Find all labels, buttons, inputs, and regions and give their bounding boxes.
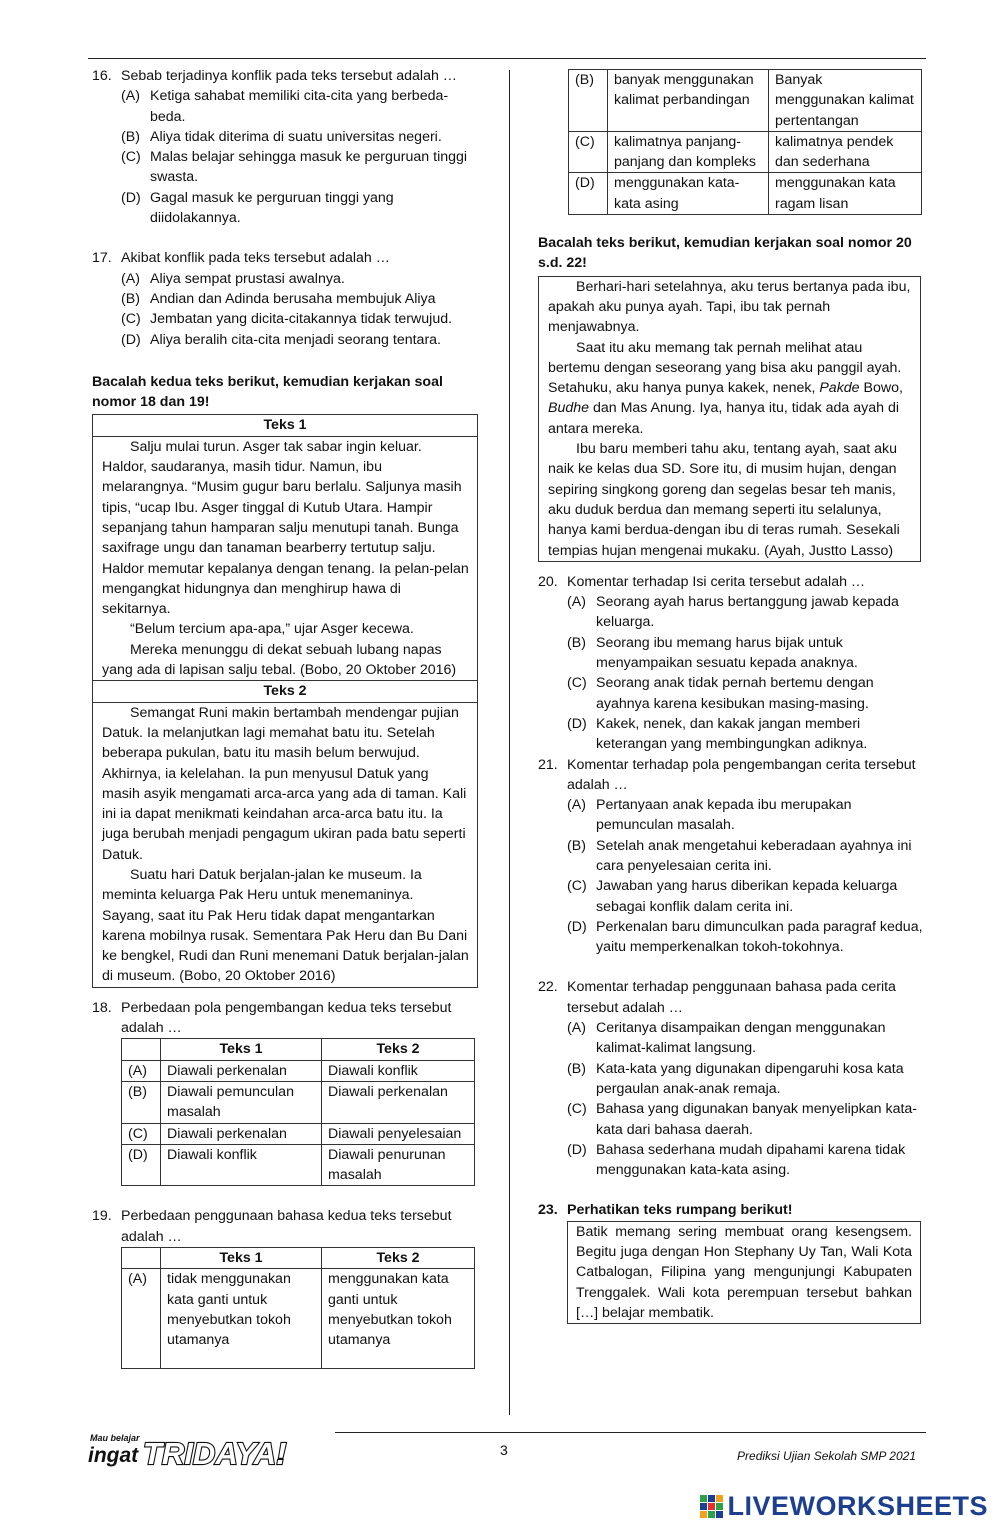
header-rule [88,58,926,59]
option-d[interactable]: (D) Gagal masuk ke perguruan tinggi yang diidolakannya. [121,189,394,227]
svg-text:TRIDAYA!: TRIDAYA! [143,1436,287,1471]
question-text: Komentar terhadap Isi cerita tersebut adalah … [567,573,866,590]
option-a[interactable]: (A) Ketiga sahabat memiliki cita-cita yang berbeda-beda. [121,88,449,125]
teks-1-title: Teks 1 [93,415,477,436]
cloze-text-box: Batik memang sering membuat orang kesengsem. Begitu juga dengan Hon Stephany Uy Tan, Wali Kota Catbalogan, Filipina yang mengunjungi Kabupaten Trenggalek. Wali kota perempuan tersebut bahkan […] belajar membatik. [567,1221,921,1324]
footer-title: Prediksi Ujian Sekolah SMP 2021 [737,1449,916,1463]
option-c[interactable]: (C) Seorang anak tidak pernah bertemu dengan ayahnya karena kesibukan masing-masing. [567,675,874,712]
option-b[interactable]: (B) Diawali pemunculan masalah Diawali perkenalan [122,1081,475,1123]
question-22: 22. Komentar terhadap penggunaan bahasa pada cerita tersebut adalah … (A) Ceritanya disampaikan dengan menggunakan kalimat-kalimat langsung. (B) Kata-kata yang digunakan dipengaruhi kosa kata pergaulan anak-anak remaja. (C) Bahasa yang digunakan banyak menyelipkan kata-kata dari bahasa daerah. (D) Bahasa sederhana mudah dipahami karena tidak menggunakan kata-kata asing. [538,977,928,1180]
liveworksheets-icon [700,1495,723,1518]
option-d[interactable]: (D) menggunakan kata-kata asing menggunakan kata ragam lisan [569,173,922,215]
question-18: 18. Perbedaan pola pengembangan kedua teks tersebut adalah … Teks 1 Teks 2 (A) Diawali perkenalan Diawali konflik (B) Diawali pemunculan masalah Diawali perkenalan (C) Diawali perkenalan Diawali penyelesaian (D) Diawali konflik Diawali penurunan masalah [92,998,478,1187]
question-20: 20. Komentar terhadap Isi cerita tersebut adalah … (A) Seorang ayah harus bertanggung jawab kepada keluarga. (B) Seorang ibu memang harus bijak untuk menyampaikan sesuatu kepada anaknya. (C) Seorang anak tidak pernah bertemu dengan ayahnya karena kesibukan masing-masing. (D) Kakek, nenek, dan kakak jangan memberi keterangan yang membingungkan adiknya. [538,572,928,755]
option-d[interactable]: (D) Kakek, nenek, dan kakak jangan memberi keterangan yang membingungkan adiknya. [567,715,868,753]
footer-rule [335,1432,926,1433]
question-21: 21. Komentar terhadap pola pengembangan cerita tersebut adalah … (A) Pertanyaan anak kepada ibu merupakan pemunculan masalah. (B) Setelah anak mengetahui keberadaan ayahnya ini cara penyelesaian cerita ini. (C) Jawaban yang harus diberikan kepada keluarga sebagai konflik dalam cerita ini. (D) Perkenalan baru dimunculkan pada paragraf kedua, yaitu memperkenalkan tokoh-tokohnya. [538,755,928,958]
option-c[interactable]: (C) Malas belajar sehingga masuk ke perguruan tinggi swasta. [121,149,468,186]
reading-box [92,414,478,987]
tridaya-logo-art [88,1428,338,1472]
instruction-18-19: Bacalah kedua teks berikut, kemudian kerjakan soal nomor 18 dan 19! [92,373,443,411]
column-divider [509,70,510,1415]
question-17: 17. Akibat konflik pada teks tersebut adalah … (A) Aliya sempat prustasi awalnya. (B) Andian dan Adinda berusaha membujuk Aliya (C) Jembatan yang dicita-citakannya tidak terwujud. (D) Aliya beralih cita-cita menjadi seorang tentara. [92,248,478,349]
option-c[interactable]: (C) Bahasa yang digunakan banyak menyelipkan kata-kata dari bahasa daerah. [567,1101,918,1138]
option-a[interactable]: (A) Diawali perkenalan Diawali konflik [122,1060,475,1081]
option-c[interactable]: (C) Jawaban yang harus diberikan kepada keluarga sebagai konflik dalam cerita ini. [567,878,898,915]
option-b[interactable]: (B) Kata-kata yang digunakan dipengaruhi kosa kata pergaulan anak-anak remaja. [567,1060,904,1097]
answer-table-18: Teks 1 Teks 2 (A) Diawali perkenalan Diawali konflik (B) Diawali pemunculan masalah Diawali perkenalan (C) Diawali perkenalan Diawali penyelesaian (D) Diawali konflik Diawali penurunan masalah [121,1038,475,1186]
story-ayah-box: Berhari-hari setelahnya, aku terus bertanya pada ibu, apakah aku punya ayah. Tapi, ibu tak pernah menjawabnya. Saat itu aku memang tak pernah melihat atau bertemu dengan seseorang yang bisa aku panggil ayah. Setahuku, aku hanya punya kakek, nenek, Pakde Bowo, Budhe dan Mas Anung. Iya, hanya itu, tidak ada ayah di antara mereka. Ibu baru memberi tahu aku, tentang ayah, saat aku naik ke kelas dua SD. Sore itu, di musim hujan, dengan sepiring singkong goreng dan segelas besar teh manis, aku duduk berdua dan memang seperti itu selalunya, hanya kami berdua-dengan ibu di teras rumah. Sesekali tempias hujan mengenai mukaku. (Ayah, Justto Lasso) [538,276,921,562]
right-column [538,66,928,1324]
svg-text:ingat: ingat [88,1444,139,1467]
liveworksheets-text: LIVEWORKSHEETS [727,1491,988,1522]
option-b[interactable]: (B) Andian dan Adinda berusaha membujuk Aliya [121,290,436,307]
teks-2-body: Semangat Runi makin bertambah mendengar pujian Datuk. Ia melanjutkan lagi memahat batu itu. Setelah beberapa pukulan, batu itu masih belum berwujud. Akhirnya, ia kelelahan. Ia pun menyusul Datuk yang masih asyik mengamati arca-arca yang ada di taman. Kali ini ia dapat menikmati keindahan arca-arca batu itu. Ia juga berubah menjadi pengagum ukiran pada batu seperti Datuk. Suatu hari Datuk berjalan-jalan ke museum. Ia meminta keluarga Pak Heru untuk menemaninya. Sayang, saat itu Pak Heru tidak dapat mengantarkan karena mobilnya rusak. Sementara Pak Heru dan Bu Dani ke bengkel, Rudi dan Runi menemani Datuk berjalan-jalan di museum. (Bobo, 20 Oktober 2016) [102,704,469,985]
option-a[interactable]: (A) Aliya sempat prustasi awalnya. [121,270,345,287]
tridaya-logo [88,1428,338,1478]
option-a[interactable]: (A) Pertanyaan anak kepada ibu merupakan pemunculan masalah. [567,797,852,834]
option-b[interactable]: (B) banyak menggunakan kalimat perbandingan Banyak menggunakan kalimat pertentangan [569,70,922,132]
option-d[interactable]: (D) Bahasa sederhana mudah dipahami karena tidak menggunakan kata-kata asing. [567,1141,906,1179]
question-text: Perbedaan penggunaan bahasa kedua teks tersebut adalah … [121,1208,452,1245]
option-a[interactable]: (A) Ceritanya disampaikan dengan menggunakan kalimat-kalimat langsung. [567,1020,886,1057]
option-c[interactable]: (C) kalimatnya panjang-panjang dan kompleks kalimatnya pendek dan sederhana [569,131,922,173]
instruction-20-22: Bacalah teks berikut, kemudian kerjakan soal nomor 20 s.d. 22! [538,235,912,272]
option-a[interactable]: (A) tidak menggunakan kata ganti untuk menyebutkan tokoh utamanya menggunakan kata ganti untuk menyebutkan tokoh utamanya [122,1269,475,1369]
question-16: 16. Sebab terjadinya konflik pada teks tersebut adalah … (A) Ketiga sahabat memiliki cita-cita yang berbeda-beda. (B) Aliya tidak diterima di suatu universitas negeri. (C) Malas belajar sehingga masuk ke perguruan tinggi swasta. (D) Gagal masuk ke perguruan tinggi yang diidolakannya. [92,66,478,228]
question-text: Perhatikan teks rumpang berikut! [567,1202,793,1219]
page-number: 3 [500,1442,508,1458]
option-d[interactable]: (D) Diawali konflik Diawali penurunan masalah [122,1144,475,1186]
option-b[interactable]: (B) Seorang ibu memang harus bijak untuk menyampaikan sesuatu kepada anaknya. [567,634,858,672]
teks-2-title: Teks 2 [93,680,477,702]
answer-table-19a: Teks 1 Teks 2 (A) tidak menggunakan kata ganti untuk menyebutkan tokoh utamanya menggunakan kata ganti untuk menyebutkan tokoh utamanya [121,1247,475,1369]
liveworksheets-watermark [700,1491,988,1522]
left-column [92,66,478,1369]
question-text: Akibat konflik pada teks tersebut adalah … [121,250,390,267]
question-text: Perbedaan pola pengembangan kedua teks tersebut adalah … [121,999,452,1037]
teks-1-body: Salju mulai turun. Asger tak sabar ingin keluar. Haldor, saudaranya, masih tidur. Namun, ibu melarangnya. “Musim gugur baru berlalu. Saljunya masih tipis, “ucap Ibu. Asger tinggal di Kutub Utara. Hampir sepanjang tahun hamparan salju menutupi tanah. Bunga saxifrage ungu dan tanaman bearberry tertutup salju. Haldor memutar kepalanya dengan tenang. Ia pelan-pelan mengangkat hidungnya dan menghirup hawa di sekitarnya. “Belum tercium apa-apa,” ujar Asger kecewa. Mereka menunggu di dekat sebuah lubang napas yang ada di lapisan salju tebal. (Bobo, 20 Oktober 2016) [102,438,469,679]
question-text: Sebab terjadinya konflik pada teks tersebut adalah … [121,68,457,84]
question-23: 23. Perhatikan teks rumpang berikut! Batik memang sering membuat orang kesengsem. Begitu juga dengan Hon Stephany Uy Tan, Wali Kota Catbalogan, Filipina yang mengunjungi Kabupaten Trenggalek. Wali kota perempuan tersebut bahkan […] belajar membatik. [538,1200,928,1324]
option-a[interactable]: (A) Seorang ayah harus bertanggung jawab kepada keluarga. [567,594,899,631]
question-text: Komentar terhadap penggunaan bahasa pada cerita tersebut adalah … [567,979,896,1016]
option-b[interactable]: (B) Aliya tidak diterima di suatu universitas negeri. [121,128,442,145]
option-b[interactable]: (B) Setelah anak mengetahui keberadaan ayahnya ini cara penyelesaian cerita ini. [567,837,912,874]
answer-table-19b [568,69,922,215]
option-c[interactable]: (C) Jembatan yang dicita-citakannya tidak terwujud. [121,311,453,328]
option-d[interactable]: (D) Perkenalan baru dimunculkan pada paragraf kedua, yaitu memperkenalkan tokoh-tokohnya. [567,918,923,956]
question-19: 19. Perbedaan penggunaan bahasa kedua teks tersebut adalah … Teks 1 Teks 2 (A) tidak menggunakan kata ganti untuk menyebutkan tokoh utamanya menggunakan kata ganti untuk menyebutkan tokoh utamanya [92,1206,478,1369]
svg-text:Mau belajar: Mau belajar [90,1433,140,1443]
question-text: Komentar terhadap pola pengembangan cerita tersebut adalah … [567,756,916,793]
option-d[interactable]: (D) Aliya beralih cita-cita menjadi seorang tentara. [121,331,441,348]
option-c[interactable]: (C) Diawali perkenalan Diawali penyelesaian [122,1123,475,1144]
